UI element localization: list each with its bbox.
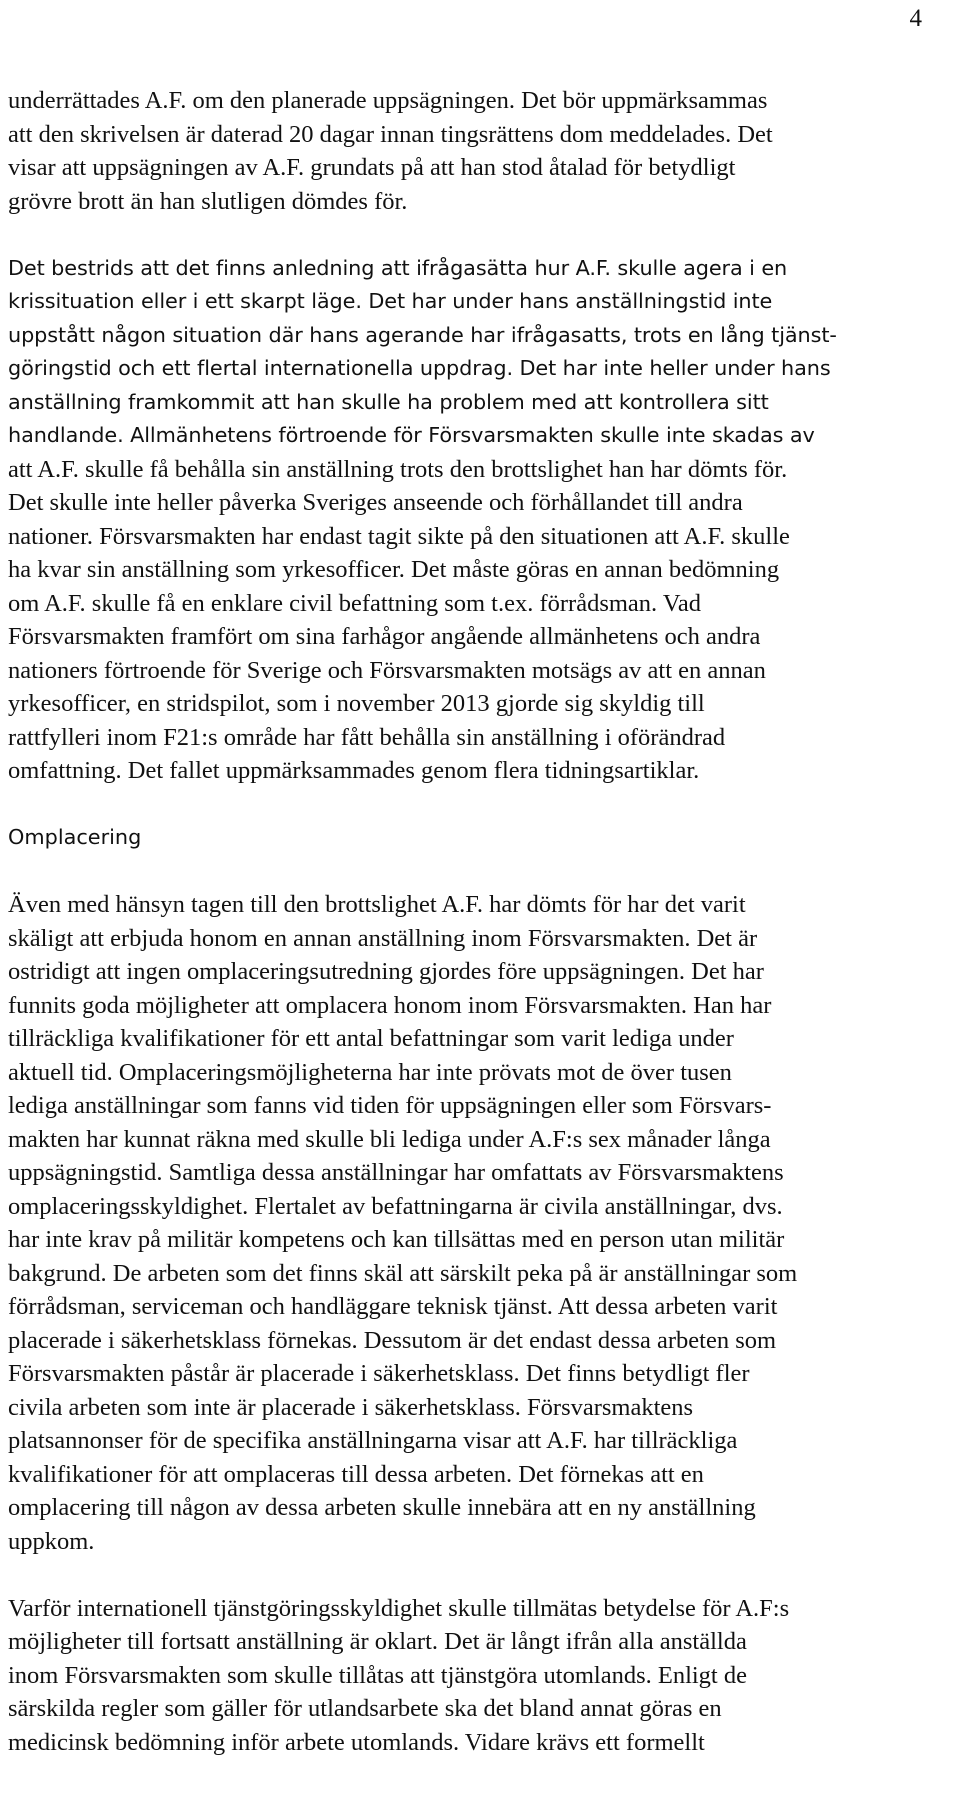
paragraph-notice-date: underrättades A.F. om den planerade uppsägningen. Det bör uppmärksammas att den skrivelsen är daterad 20 dagar innan tingsrättens dom meddelades. Det visar att uppsägningen av A.F. grundats på att han stod åtalad för betydligt grövre brott än han slutligen dömdes för. [8,87,773,215]
paragraph-reassignment: Även med hänsyn tagen till den brottslighet A.F. har dömts för har det varit skäligt att erbjuda honom en annan anställning inom Försvarsmakten. Det är ostridigt att ingen omplaceringsutredning gjordes före uppsägningen. Det har funnits goda möjligheter att omplacera honom inom Försvarsmakten. Han har tillräckliga kvalifikationer för ett antal befattningar som varit lediga under aktuell tid. Omplaceringsmöjligheterna har inte prövats mot de över tusen lediga anställningar som fanns vid tiden för uppsägningen eller som Försvars- makten har kunnat räkna med skulle bli lediga under A.F:s sex månader långa uppsägningstid. Samtliga dessa anställningar har omfattats av Försvarsmaktens omplaceringsskyldighet. Flertalet av befattningarna är civila anställningar, dvs. har inte krav på militär kompetens och kan tillsättas med en person utan militär bakgrund. De arbeten som det finns skäl att särskilt peka på är anställningar som förrådsman, serviceman och handläggare teknisk tjänst. Att dessa arbeten varit placerade i säkerhetsklass förnekas. Dessutom är det endast dessa arbeten som Försvarsmakten påstår är placerade i säkerhetsklass. Det finns betydligt fler civila arbeten som inte är placerade i säkerhetsklass. Försvarsmaktens platsannonser för de specifika anställningarna visar att A.F. har tillräckliga kvalifikationer för att omplaceras till dessa arbeten. Det förnekas att en omplacering till någon av dessa arbeten skulle innebära att en ny anställning uppkom. [8,891,798,1555]
document-body [8,84,928,1759]
page-number: 4 [909,5,922,32]
paragraph-spacer [8,218,928,252]
paragraph-international-service: Varför internationell tjänstgöringsskyldighet skulle tillmätas betydelse för A.F:s möjligheter till fortsatt anställning är oklart. Det är långt ifrån alla anställda inom Försvarsmakten som skulle tillåtas att tjänstgöra utomlands. Enligt de särskilda regler som gäller för utlandsarbete ska det bland annat göras en medicinsk bedömning inför arbete utomlands. Vidare krävs ett formellt [8,1594,790,1756]
paragraph-crisis-behaviour: Det bestrids att det finns anledning att ifrågasätta hur A.F. skulle agera i en krissituation eller i ett skarpt läge. Det har under hans anställningstid inte uppstått någon situation där hans agerande har ifrågasatts, trots en lång tjänst- göringstid och ett flertal internationella uppdrag. Det har inte heller under hans anställning framkommit att han skulle ha problem med att kontrollera sitt handlande. Allmänhetens förtroende för Försvarsmakten skulle inte skadas av [8,255,837,447]
paragraph-public-trust: att A.F. skulle få behålla sin anställning trots den brottslighet han har dömts för. Det skulle inte heller påverka Sveriges anseende och förhållandet till andra nationer. Försvarsmakten har endast tagit sikte på den situationen att A.F. skulle ha kvar sin anställning som yrkesofficer. Det måste göras en annan bedömning om A.F. skulle få en enklare civil befattning som t.ex. förrådsman. Vad Försvarsmakten framfört om sina farhågor angående allmänhetens och andra nationers förtroende för Sverige och Försvarsmakten motsägs av att en annan yrkesofficer, en stridspilot, som i november 2013 gjorde sig skyldig till rattfylleri inom F21:s område har fått behålla sin anställning i oförändrad omfattning. Det fallet uppmärksammades genom flera tidningsartiklar. [8,455,790,784]
paragraph-spacer [8,788,928,822]
paragraph-spacer [8,855,928,889]
paragraph-spacer [8,1558,928,1592]
section-heading-omplacering: Omplacering [8,825,142,849]
